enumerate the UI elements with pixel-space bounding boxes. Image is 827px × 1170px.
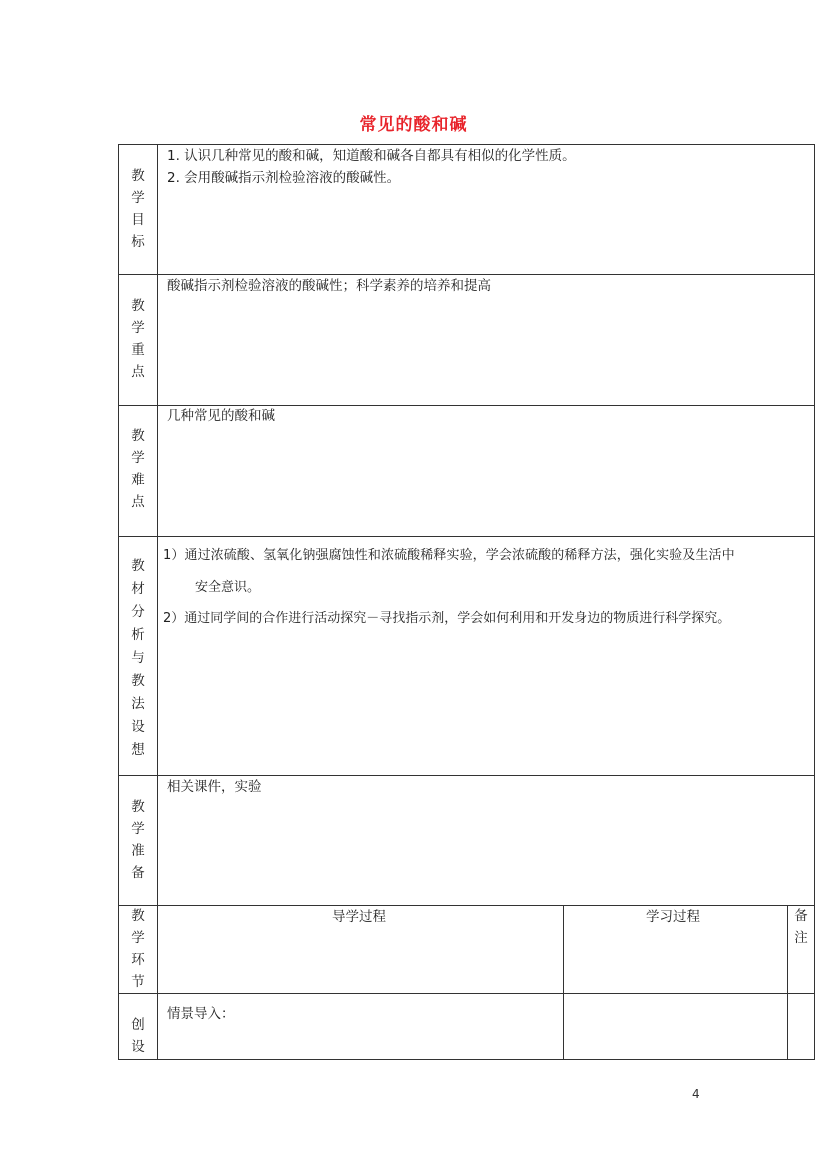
row-divider [118,905,815,906]
analysis-label: 教 材 分 析 与 教 法 设 想 [131,558,145,758]
row-divider [118,405,815,406]
difficulties-label: 教 学 难 点 [131,428,145,510]
guide-process-header: 导学过程 [332,909,386,925]
objectives-label: 教 学 目 标 [131,168,145,250]
process-stage-label: 教 学 环 节 [131,908,145,990]
page-number: 4 [692,1087,700,1101]
objective-2: 2. 会用酸碱指示剂检验溶液的酸碱性。 [167,170,401,186]
row-divider [118,536,815,537]
preparation-label: 教 学 准 备 [131,799,145,881]
scenario-label: 创 设 [131,1017,145,1055]
remarks-header: 备 注 [794,908,808,946]
preparation-text: 相关课件，实验 [167,779,262,795]
row-divider [118,274,815,275]
key-points-text: 酸碱指示剂检验溶液的酸碱性；科学素养的培养和提高 [167,278,491,294]
analysis-item-2: 2）通过同学间的合作进行活动探究－寻找指示剂，学会如何利用和开发身边的物质进行科学探究。 [163,611,731,626]
difficulties-text: 几种常见的酸和碱 [167,408,275,424]
scenario-text: 情景导入： [167,1006,235,1022]
document-title: 常见的酸和碱 [359,115,468,135]
row-divider [118,775,815,776]
key-points-label: 教 学 重 点 [131,298,145,380]
analysis-item-1-line-1: 1）通过浓硫酸、氢氧化钠强腐蚀性和浓硫酸稀释实验，学会浓硫酸的稀释方法，强化实验及生活中 [163,548,735,563]
objective-1: 1. 认识几种常见的酸和碱，知道酸和碱各自都具有相似的化学性质。 [167,148,576,164]
learn-process-header: 学习过程 [646,909,700,925]
row-divider [118,993,815,994]
process-column-divider [563,905,564,1060]
analysis-item-1-line-2: 安全意识。 [195,580,261,595]
